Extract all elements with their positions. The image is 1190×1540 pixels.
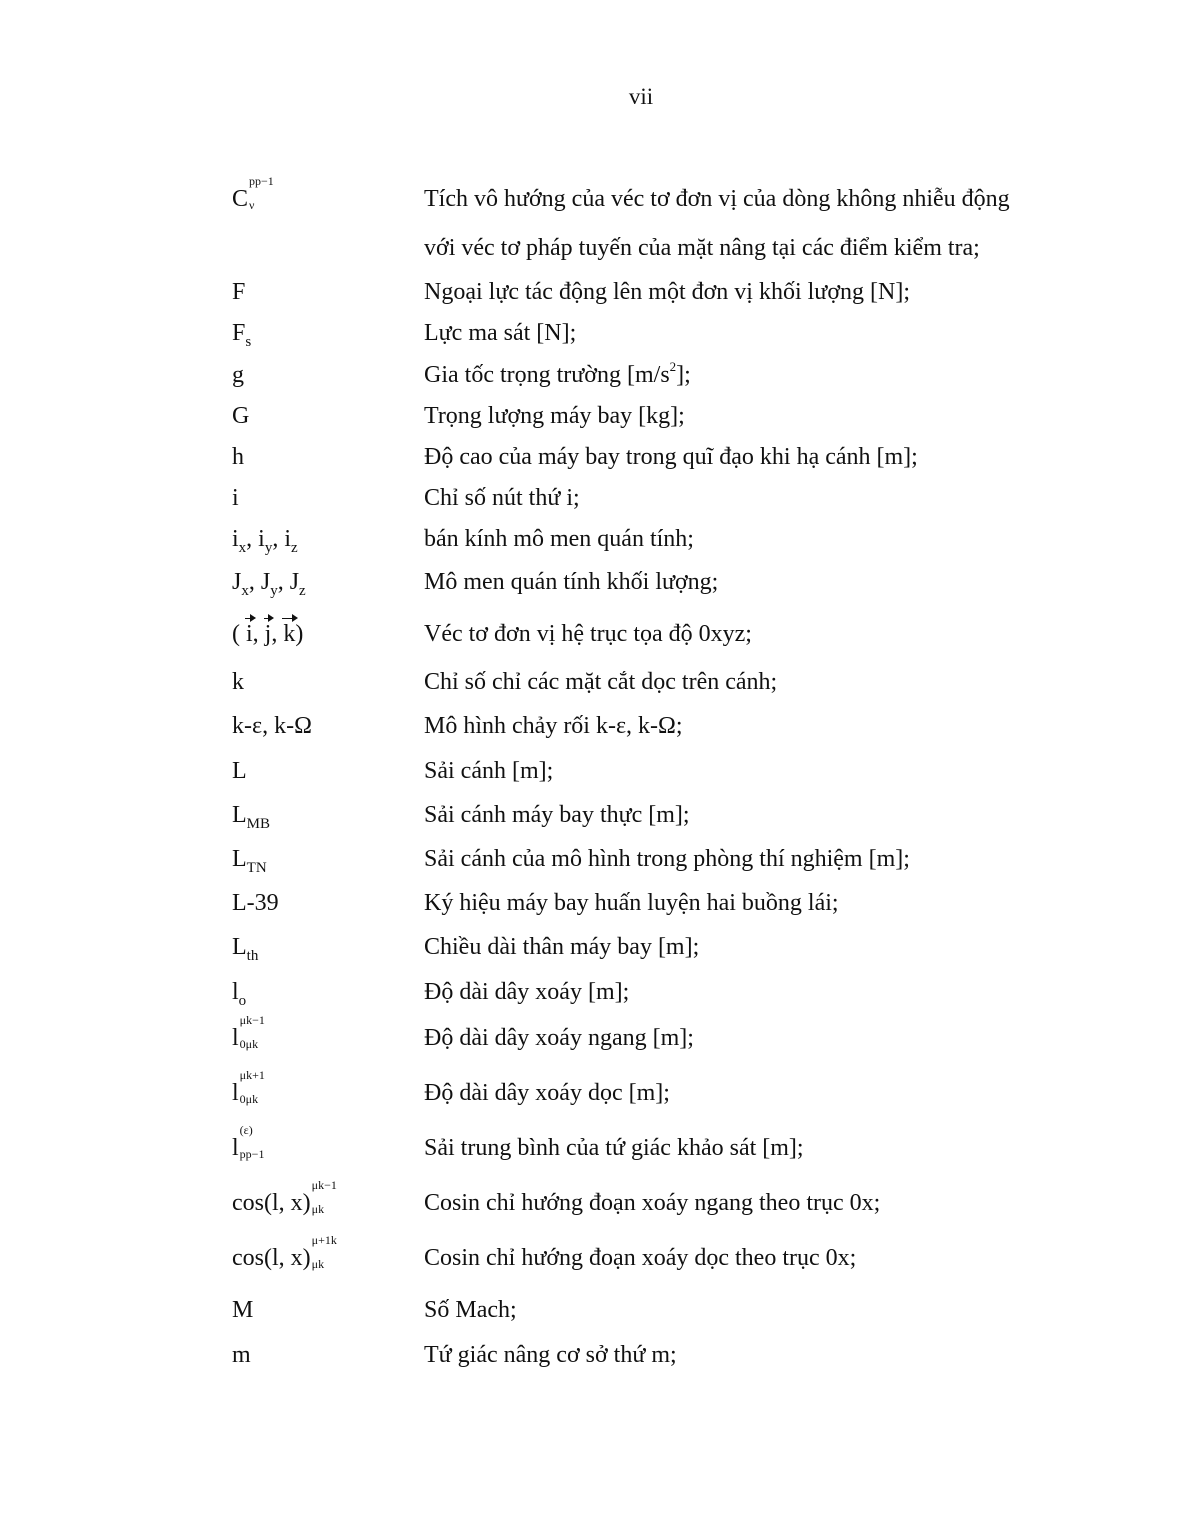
subscript: z [299,583,306,599]
symbol [232,1013,279,1052]
description: Chiều dài thân máy bay [m]; [424,934,700,960]
symbol-base: C [232,186,249,212]
description: Lực ma sát [N]; [424,320,577,346]
vector-j: j [264,621,272,647]
symbol-base: cos(l, x) [232,1245,311,1271]
description: Ngoại lực tác động lên một đơn vị khối lượng [N]; [424,279,910,305]
symbol-indices [239,1123,279,1161]
symbol-base: i [232,526,239,552]
subscript: y [264,540,273,556]
description: Sải trung bình của tứ giác khảo sát [m]; [424,1135,804,1161]
symbol [232,1123,279,1162]
description: Độ dài dây xoáy ngang [m]; [424,1025,694,1051]
symbol [232,1178,351,1217]
symbol [232,802,271,832]
description: Mô hình chảy rối k-ε, k-Ω; [424,713,683,739]
symbol-base: J [260,569,271,595]
symbol: $i_x$, $i_y$, $i_z$ [232,526,298,556]
symbol-indices [239,1068,279,1106]
symbol-indices [311,1178,351,1216]
description-text: ]; [676,362,691,388]
description: Số Mach; [424,1297,517,1323]
symbol [232,934,259,964]
paren-open: ( [232,621,240,647]
symbol [232,1068,279,1107]
description: Độ dài dây xoáy dọc [m]; [424,1080,670,1106]
subscript: x [241,583,249,599]
description-line-2: với véc tơ pháp tuyến của mặt nâng tại các điểm kiểm tra; [424,235,980,261]
symbol-indices [248,174,288,212]
subscript: y [270,583,278,599]
description: Cosin chỉ hướng đoạn xoáy ngang theo trục 0x; [424,1190,881,1216]
symbol-base: F [232,320,246,346]
symbol [232,320,252,350]
symbol: i [232,485,239,511]
symbol-base: l [232,1025,239,1051]
symbol-base: L [232,802,247,828]
description: Sải cánh của mô hình trong phòng thí nghiệm [m]; [424,846,910,872]
symbol: M [232,1297,254,1323]
description: Sải cánh máy bay thực [m]; [424,802,690,828]
symbol: $J_x$, $J_y$, $J_z$ [232,569,306,599]
symbol [232,1233,351,1272]
symbol-c [232,174,288,213]
subscript: th [246,948,259,964]
symbol-base: l [232,979,239,1005]
description: Độ dài dây xoáy [m]; [424,979,630,1005]
subscript: MB [246,816,271,832]
symbol-base: l [232,1135,239,1161]
description-line-1: Tích vô hướng của véc tơ đơn vị của dòng không nhiễu động [424,186,1010,212]
description: Chỉ số chỉ các mặt cắt dọc trên cánh; [424,669,778,695]
description [424,359,691,389]
description-text: Gia tốc trọng trường [m/s [424,362,670,388]
symbol: F [232,279,246,305]
comma: , [252,621,259,647]
subscript: μk [311,1257,325,1271]
symbol [232,846,267,876]
description: bán kính mô men quán tính; [424,526,694,552]
subscript: x [238,540,247,556]
description: Sải cánh [m]; [424,758,554,784]
symbol-base: J [289,569,300,595]
superscript: 2 [669,359,677,374]
subscript: pp−1 [239,1147,265,1161]
paren-close: ) [295,621,304,647]
symbol-base: J [232,569,242,595]
description [424,186,1010,262]
subscript: ν [249,198,255,212]
symbol: L [232,758,247,784]
description: Cosin chỉ hướng đoạn xoáy dọc theo trục 0x; [424,1245,857,1271]
vector-i: i [246,621,253,647]
superscript: (ε) [239,1123,253,1137]
description: Véc tơ đơn vị hệ trục tọa độ 0xyz; [424,621,752,647]
description: Mô men quán tính khối lượng; [424,569,719,595]
symbol-base: L [232,846,247,872]
symbol: k [232,669,244,695]
symbol-vectors [232,621,303,648]
description: Chỉ số nút thứ i; [424,485,580,511]
symbol: m [232,1342,251,1368]
superscript: μ+1k [311,1233,337,1247]
symbol: L-39 [232,890,279,916]
subscript: μk [311,1202,325,1216]
subscript: 0μk [239,1037,259,1051]
symbol-base: i [284,526,292,552]
symbol: g [232,362,244,388]
subscript: o [238,993,247,1009]
symbol: G [232,403,250,429]
superscript: pp−1 [249,174,274,188]
vector-k: k [283,621,296,647]
description: Ký hiệu máy bay huấn luyện hai buồng lái; [424,890,839,916]
symbol: k-ε, k-Ω [232,713,312,739]
symbol-indices [239,1013,279,1051]
subscript: s [245,334,252,350]
description: Tứ giác nâng cơ sở thứ m; [424,1342,677,1368]
symbol [232,979,247,1009]
subscript: 0μk [239,1092,259,1106]
symbol-base: l [232,1080,239,1106]
comma: , [271,621,278,647]
subscript: z [291,540,298,556]
description: Trọng lượng máy bay [kg]; [424,403,685,429]
symbol-indices [311,1233,351,1271]
symbol-base: L [232,934,247,960]
symbol: h [232,444,244,470]
description: Độ cao của máy bay trong quĩ đạo khi hạ cánh [m]; [424,444,918,470]
subscript: TN [246,860,267,876]
symbol-base: i [258,526,265,552]
superscript: μk−1 [239,1013,265,1027]
superscript: μk−1 [311,1178,337,1192]
symbol-base: cos(l, x) [232,1190,311,1216]
superscript: μk+1 [239,1068,265,1082]
page-number: vii [628,84,654,109]
